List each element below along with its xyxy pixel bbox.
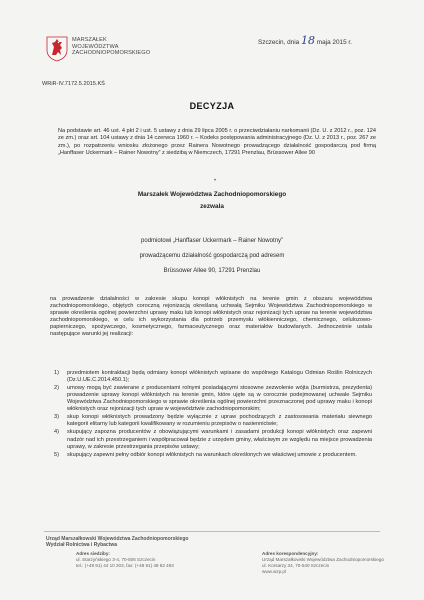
- footer-seat-street: ul. Starzyńskiego 3-4, 70-506 Szczecin: [76, 557, 156, 563]
- issuer-line: ZACHODNIOPOMORSKIEGO: [72, 50, 151, 57]
- footer-corr-label: Adres korespondencyjny:: [262, 551, 319, 556]
- condition-text: skupujący zapozna producentów z obowiązującymi warunkami i zasadami produkcji konopi włóknistych oraz zapewni nadzór nad ich przestrzeganiem i współpracował będzie z urzędem gminy, właściwym ze względu na miejsce prowadzenia uprawy, w zakresie przestrzegania przepisów ustawy;: [67, 429, 372, 450]
- griffin-crest-icon: [46, 36, 68, 62]
- issuer-line: WOJEWÓDZTWA: [72, 43, 119, 50]
- condition-item: [50, 385, 372, 413]
- footer-corr-office: Urząd Marszałkowski Województwa Zachodniopomorskiego: [262, 557, 384, 563]
- condition-text: skupujący zapewni pełny odbiór konopi włóknistych na warunkach określonych we właściwej umowie z producentem.: [67, 451, 357, 458]
- condition-text: umowy mogą być zawierane z producentami rolnymi posiadającymi stosowne zezwolenie wójta (burmistrza, prezydenta) prowadzenie uprawy konopi włóknistych na terenie gmin, które ujęte są w corocznie podejmowanej uchwale Sejmiku Województwa Zachodniopomorskiego w sprawie określenia ogólnej powierzchni przeznaczonej pod uprawy maku i konopi włóknistych oraz rejonizacji tych upraw w województwie zachodniopomorskim;: [67, 385, 372, 413]
- permitted-entity: podmiotowi „Hanffaser Uckermark – Rainer Nowotny”: [141, 238, 283, 244]
- separator-dot: •: [214, 178, 217, 184]
- condition-number: 2): [54, 385, 59, 392]
- document-title: DECYZJA: [189, 101, 235, 111]
- footer-department: Wydział Rolnictwa i Rybactwa: [46, 542, 118, 549]
- place-and-date: [258, 34, 352, 47]
- condition-number: 5): [54, 451, 59, 458]
- footer-seat-label: Adres siedziby:: [76, 551, 110, 556]
- reference-number: WRiR-IV.7172.5.2015.KŚ: [42, 81, 105, 87]
- entity-activity: prowadzącemu działalność gospodarczą pod adresem: [139, 253, 285, 259]
- condition-item: [50, 414, 372, 428]
- place-date-prefix: Szczecin, dnia: [258, 39, 300, 46]
- condition-number: 3): [54, 414, 59, 421]
- condition-item: [50, 370, 372, 384]
- footer-correspondence-address: [262, 551, 384, 575]
- decision-verb: zezwala: [200, 203, 224, 210]
- footer-divider: [44, 531, 380, 532]
- entity-address: Brüssower Allee 90, 17291 Prenzlau: [163, 268, 261, 274]
- footer-seat-address: [76, 551, 174, 569]
- condition-item: [50, 452, 372, 459]
- condition-number: 1): [54, 370, 59, 376]
- condition-number: 4): [54, 429, 59, 436]
- issuing-authority: Marszałek Województwa Zachodniopomorskiego: [137, 191, 287, 198]
- footer-seat-phone: tel.: (+48 91) 44 10 203, fax: (+48 91) 48 82 493: [76, 563, 174, 569]
- issuer-line: MARSZAŁEK: [72, 37, 107, 43]
- legal-basis-paragraph: Na podstawie art. 46 ust. 4 pkt 2 i ust. 5 ustawy z dnia 29 lipca 2005 r. o przeciwdziałaniu narkomanii (Dz. U. z 2012 r., poz. 124 ze zm.) oraz art. 104 ustawy z dnia 14 czerwca 1960 r. – Kodeks postępowania administracyjnego (Dz. U. z 2013 r., poz. 267 ze zm.), po rozpatrzeniu wniosku złożonego przez Rainera Nowotnego prowadzącego działalność gospodarczą pod firmą „Hanffaser Uckermark – Rainer Nowotny” z siedzibą w Niemczech, 17291 Prenzlau, Brüssower Allee 90: [58, 128, 376, 156]
- condition-text: skup konopi włóknistych prowadzony będzie wyłącznie z upraw pochodzących z zastosowania materiału siewnego kategorii elitarny lub kategorii kwalifikowany w rozumieniu przepisów o nasiennictwie;: [67, 414, 372, 428]
- footer-office: [46, 536, 188, 549]
- handwritten-day: 18: [301, 34, 315, 47]
- issuer-name: [72, 37, 150, 57]
- footer-corr-street: ul. Korsarzy 34, 70-540 Szczecin: [262, 563, 330, 569]
- condition-item: [50, 429, 372, 450]
- place-date-suffix: maja 2015 r.: [316, 39, 352, 46]
- footer-website-link[interactable]: www.wzp.pl: [262, 569, 286, 575]
- footer-office-name: Urząd Marszałkowski Województwa Zachodniopomorskiego: [46, 536, 189, 542]
- decision-body-paragraph: na prowadzenie działalności w zakresie skupu konopi włóknistych na terenie gmin z obszaru województwa zachodniopomorskiego, objętych coroczną rejonizacją określaną uchwałą Sejmiku Województwa Zachodniopomorskiego w sprawie określenia ogólnej powierzchni uprawy maku lub konopi włóknistych oraz rejonizacji tych upraw na terenie województwa zachodniopomorskiego, w celu ich wykorzystania dla potrzeb przemysłu włókienniczego, chemicznego, celulozowo-papierniczego, spożywczego, kosmetycznego, farmaceutycznego oraz materiałów budowlanych. Jednocześnie ustala następujące warunki jej realizacji:: [50, 296, 372, 338]
- condition-text: przedmiotem kontraktacji będą odmiany konopi włóknistych wpisane do wspólnego Katalogu Odmian Roślin Rolniczych (Dz.U.UE.C.2014.450.1);: [67, 370, 372, 384]
- conditions-list: [50, 370, 372, 460]
